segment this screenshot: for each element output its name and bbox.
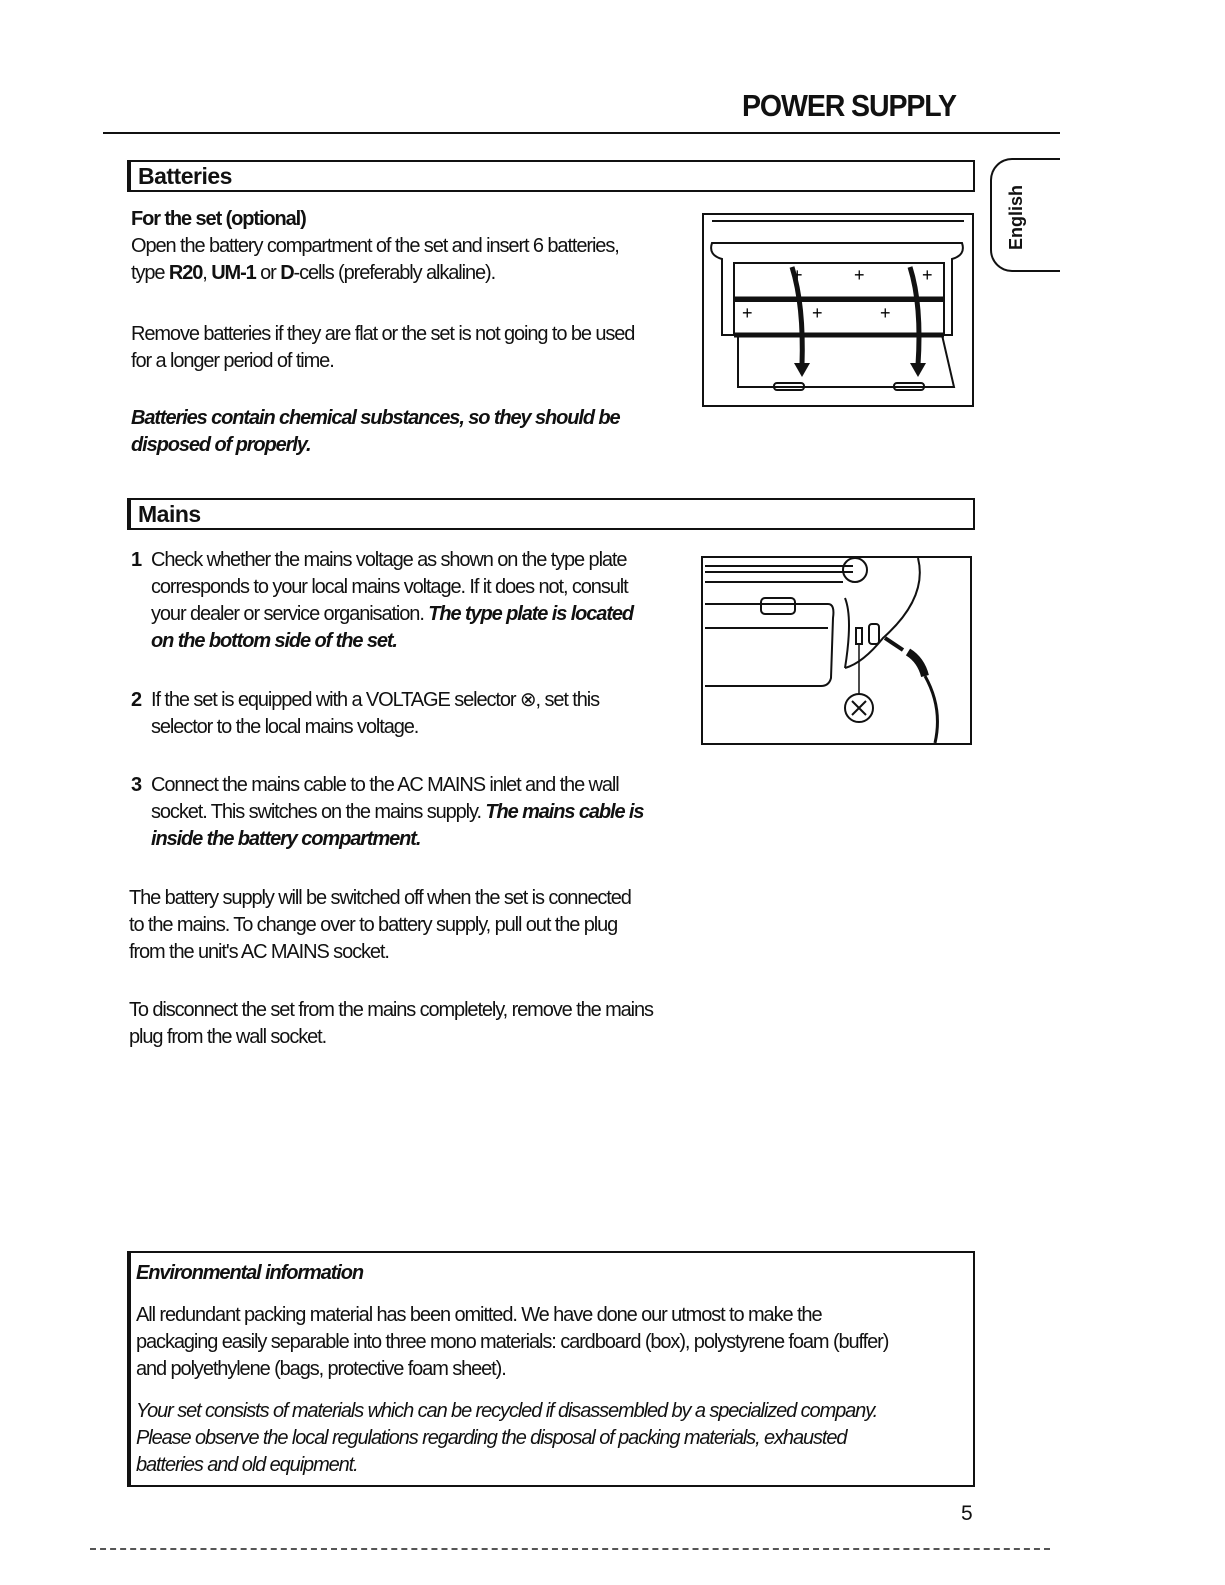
step-number: 1 bbox=[131, 549, 142, 571]
emphasized-text: The mains cable is bbox=[485, 801, 644, 823]
text-segment: All redundant packing material has been omitted. We have done our utmost to make the bbox=[136, 1304, 822, 1326]
environmental-paragraph-1 bbox=[136, 1302, 888, 1383]
text-segment: The battery supply will be switched off when the set is connected bbox=[129, 887, 631, 909]
emphasized-text: batteries and old equipment. bbox=[136, 1454, 358, 1476]
text-segment: for a longer period of time. bbox=[131, 350, 334, 372]
text-segment: Connect the mains cable to the AC MAINS inlet and the wall bbox=[151, 774, 619, 796]
mains-paragraph-1 bbox=[129, 885, 631, 966]
text-line bbox=[129, 1024, 653, 1051]
text-segment: from the unit's AC MAINS socket. bbox=[129, 941, 389, 963]
step-number: 3 bbox=[131, 774, 142, 796]
batteries-warning bbox=[131, 405, 620, 459]
language-tab-label: English bbox=[1006, 184, 1026, 250]
text-line bbox=[151, 799, 643, 826]
environmental-paragraph-2 bbox=[136, 1398, 877, 1479]
text-segment: and polyethylene (bags, protective foam sheet). bbox=[136, 1358, 506, 1380]
mains-inlet-illustration bbox=[701, 556, 972, 745]
emphasized-text: Batteries contain chemical substances, so they should be bbox=[131, 407, 620, 429]
emphasized-text: Your set consists of materials which can be recycled if disassembled by a specialized company. bbox=[136, 1400, 878, 1422]
page-number: 5 bbox=[961, 1502, 972, 1525]
battery-diagram-icon bbox=[704, 215, 972, 405]
bottom-edge-line bbox=[90, 1548, 1050, 1550]
step-number: 2 bbox=[131, 689, 142, 711]
battery-compartment-illustration bbox=[702, 213, 974, 407]
batteries-paragraph-2 bbox=[131, 321, 634, 375]
text-segment: corresponds to your local mains voltage. If it does not, consult bbox=[151, 576, 628, 598]
svg-text:+: + bbox=[742, 303, 753, 323]
text-line bbox=[131, 260, 619, 287]
batteries-subheading: For the set (optional) bbox=[131, 208, 306, 230]
text-line bbox=[151, 714, 599, 741]
emphasized-text: inside the battery compartment. bbox=[151, 828, 421, 850]
text-line bbox=[136, 1356, 888, 1383]
text-line bbox=[151, 601, 633, 628]
text-line bbox=[136, 1398, 877, 1425]
text-segment: or bbox=[255, 262, 281, 284]
mains-step-1 bbox=[131, 547, 634, 655]
text-line bbox=[136, 1329, 888, 1356]
text-line bbox=[129, 997, 653, 1024]
emphasized-text: The type plate is located bbox=[428, 603, 634, 625]
text-line bbox=[151, 772, 643, 799]
language-tab bbox=[990, 158, 1060, 272]
text-segment: If the set is equipped with a VOLTAGE selector ⊗, set this bbox=[151, 689, 600, 711]
environmental-heading: Environmental information bbox=[136, 1262, 363, 1284]
text-segment: selector to the local mains voltage. bbox=[151, 716, 419, 738]
text-line bbox=[131, 348, 634, 375]
mains-step-3 bbox=[131, 772, 644, 853]
header-rule bbox=[103, 132, 1060, 134]
text-segment: your dealer or service organisation. bbox=[151, 603, 429, 625]
text-segment: Remove batteries if they are flat or the set is not going to be used bbox=[131, 323, 635, 345]
text-line bbox=[151, 826, 643, 853]
text-line bbox=[151, 687, 599, 714]
text-segment: -cells (preferably alkaline). bbox=[293, 262, 496, 284]
text-line bbox=[131, 432, 620, 459]
svg-text:+: + bbox=[812, 303, 823, 323]
text-segment: type bbox=[131, 262, 169, 284]
mains-step-2 bbox=[131, 687, 600, 741]
text-line bbox=[129, 939, 631, 966]
text-segment: packaging easily separable into three mono materials: cardboard (box), polystyrene foam (buffer) bbox=[136, 1331, 889, 1353]
emphasized-text: on the bottom side of the set. bbox=[151, 630, 397, 652]
emphasized-text: disposed of properly. bbox=[131, 434, 311, 456]
text-segment: Open the battery compartment of the set and insert 6 batteries, bbox=[131, 235, 619, 257]
emphasized-text: R20 bbox=[168, 262, 203, 284]
emphasized-text: UM-1 bbox=[211, 262, 256, 284]
text-line bbox=[151, 547, 633, 574]
text-line bbox=[131, 233, 619, 260]
mains-heading: Mains bbox=[138, 501, 201, 527]
mains-paragraph-2 bbox=[129, 997, 653, 1051]
text-line bbox=[151, 574, 633, 601]
text-line bbox=[136, 1302, 888, 1329]
text-segment: socket. This switches on the mains supply. bbox=[151, 801, 486, 823]
text-segment: plug from the wall socket. bbox=[129, 1026, 327, 1048]
text-line bbox=[129, 912, 631, 939]
text-line bbox=[129, 885, 631, 912]
text-segment: To disconnect the set from the mains completely, remove the mains bbox=[129, 999, 653, 1021]
step-text bbox=[151, 547, 633, 655]
text-line bbox=[131, 321, 634, 348]
text-line bbox=[131, 405, 620, 432]
svg-text:+: + bbox=[854, 265, 865, 285]
svg-text:+: + bbox=[792, 265, 803, 285]
batteries-heading: Batteries bbox=[138, 163, 232, 189]
svg-text:+: + bbox=[880, 303, 891, 323]
section-heading-mains bbox=[127, 498, 975, 530]
text-line bbox=[136, 1425, 877, 1452]
svg-text:+: + bbox=[922, 265, 933, 285]
environmental-info-box bbox=[127, 1251, 975, 1487]
text-line bbox=[136, 1452, 877, 1479]
emphasized-text: Please observe the local regulations regarding the disposal of packing materials, exhausted bbox=[136, 1427, 847, 1449]
step-text bbox=[151, 687, 599, 741]
mains-diagram-icon bbox=[703, 558, 970, 743]
step-text bbox=[151, 772, 643, 853]
text-segment: to the mains. To change over to battery supply, pull out the plug bbox=[129, 914, 618, 936]
text-segment: Check whether the mains voltage as shown on the type plate bbox=[151, 549, 627, 571]
text-line bbox=[151, 628, 633, 655]
batteries-paragraph-1 bbox=[131, 233, 619, 287]
text-segment: , bbox=[202, 262, 212, 284]
emphasized-text: D bbox=[280, 262, 294, 284]
section-heading-batteries bbox=[127, 160, 975, 192]
page-title: POWER SUPPLY bbox=[742, 88, 956, 123]
